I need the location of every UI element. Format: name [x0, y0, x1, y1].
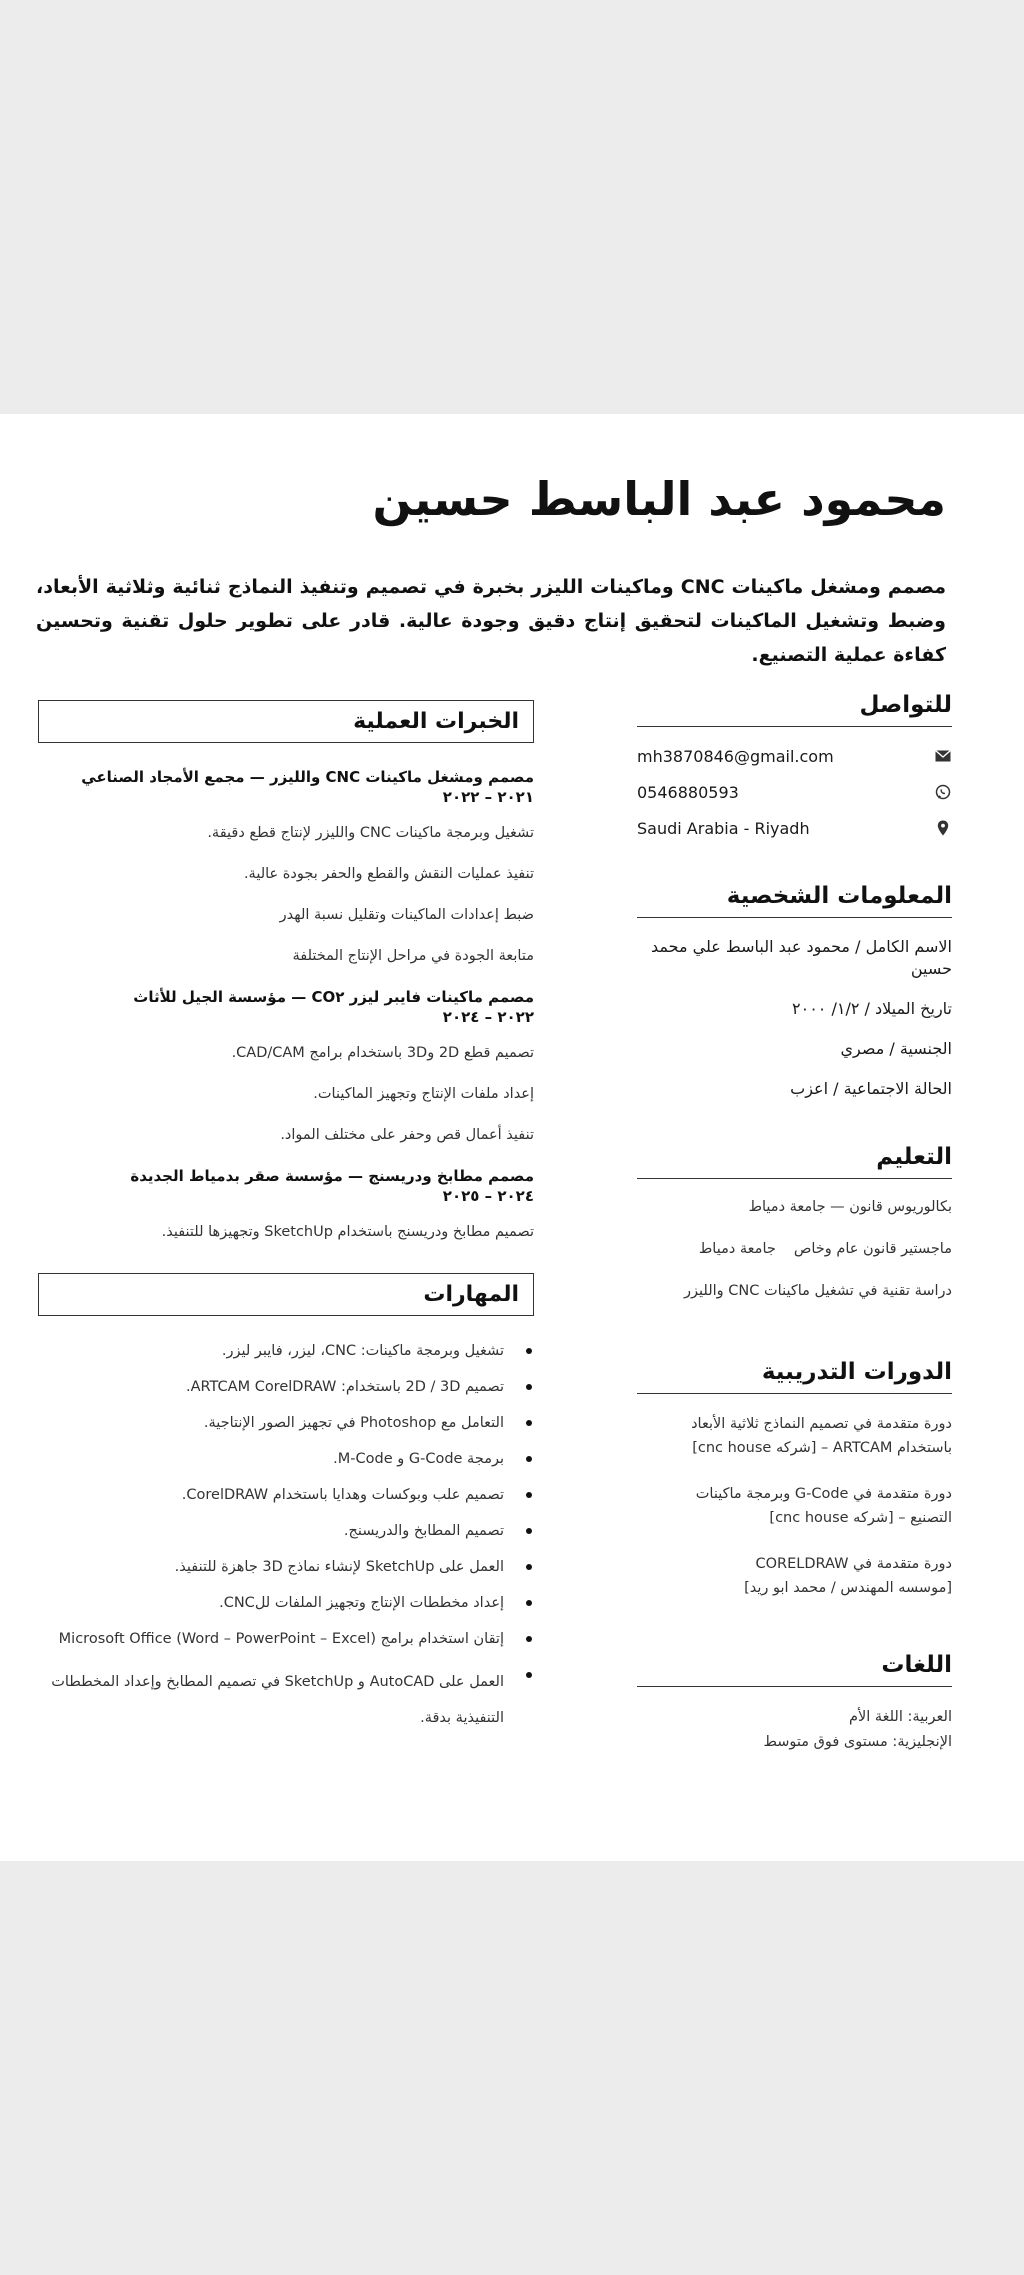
course-line: دورة متقدمة في CORELDRAW: [755, 1556, 952, 1572]
sidebar: [637, 692, 952, 1755]
job-duty: متابعة الجودة في مراحل الإنتاج المختلفة: [292, 948, 534, 964]
job-title: مصمم ماكينات فايبر ليزر CO٢ — مؤسسة الجيل للأثاث: [133, 988, 534, 1006]
personal-section: [637, 883, 952, 1100]
profile-summary: مصمم ومشغل ماكينات CNC وماكينات الليزر بخبرة في تصميم وتنفيذ النماذج ثنائية وثلاثية الأبعاد، وضبط وتشغيل الماكينات لتحقيق إنتاج دقيق وجودة عالية. قادر على تطوير حلول تقنية وتحسين كفاءة عملية التصنيع.: [36, 576, 946, 666]
skill-item: تصميم المطابخ والدريسنج.: [38, 1520, 504, 1542]
education-section: [637, 1144, 952, 1301]
language-english: الإنجليزية: مستوى فوق متوسط: [763, 1734, 952, 1750]
contact-email[interactable]: [637, 745, 952, 767]
skills-section: [38, 1273, 534, 1736]
course-line: باستخدام ARTCAM – [شركه cnc house]: [692, 1440, 952, 1456]
full-name-row: الاسم الكامل / محمود عبد الباسط علي محمد حسين: [651, 937, 952, 978]
job-date: ٢٠٢١ – ٢٠٢٢: [442, 788, 534, 806]
skill-item: التعامل مع Photoshop في تجهيز الصور الإنتاجية.: [38, 1412, 504, 1434]
phone-text: 0546880593: [637, 782, 739, 802]
course-line: دورة متقدمة في G-Code وبرمجة ماكينات: [695, 1486, 952, 1502]
contact-section: [637, 692, 952, 839]
contact-phone[interactable]: [637, 781, 952, 803]
location-text: Saudi Arabia - Riyadh: [637, 818, 810, 838]
location-pin-icon: [934, 819, 952, 837]
experience-section: [38, 700, 534, 1243]
course-item: [637, 1552, 952, 1600]
skill-item: العمل على SketchUp لإنشاء نماذج 3D جاهزة للتنفيذ.: [38, 1556, 504, 1578]
course-line: التصنيع – [شركه cnc house]: [769, 1510, 952, 1526]
course-line: دورة متقدمة في تصميم النماذج ثلاثية الأبعاد: [691, 1416, 952, 1432]
job-entry: [38, 1166, 534, 1243]
resume-page: [0, 414, 1024, 1861]
job-title: مصمم مطابخ ودريسنج — مؤسسة صقر بدمياط الجديدة: [130, 1167, 534, 1185]
skill-item: تشغيل وبرمجة ماكينات: CNC، ليزر، فايبر ليزر.: [38, 1340, 504, 1362]
job-duty: تنفيذ عمليات النقش والقطع والحفر بجودة عالية.: [243, 866, 534, 882]
education-university: جامعة دمياط: [698, 1241, 776, 1257]
job-entry: [38, 987, 534, 1146]
skill-item: العمل على AutoCAD و SketchUp في تصميم المطابخ وإعداد المخططات التنفيذية بدقة.: [38, 1664, 504, 1736]
birth-date-row: تاريخ الميلاد / ١/٢/ ٢٠٠٠: [792, 999, 952, 1018]
job-duty: إعداد ملفات الإنتاج وتجهيز الماكينات.: [313, 1086, 534, 1102]
contact-location: [637, 817, 952, 839]
skill-item: تصميم 2D / 3D باستخدام: ARTCAM CorelDRAW.: [38, 1376, 504, 1398]
mail-icon: [934, 747, 952, 765]
skill-item: تصميم علب وبوكسات وهدايا باستخدام CorelDRAW.: [38, 1484, 504, 1506]
marital-status-row: الحالة الاجتماعية / اعزب: [790, 1079, 952, 1098]
job-duty: تشغيل وبرمجة ماكينات CNC والليزر لإنتاج قطع دقيقة.: [207, 825, 534, 841]
job-duty: تنفيذ أعمال قص وحفر على مختلف المواد.: [280, 1127, 534, 1143]
job-duty: تصميم قطع 2D و3D باستخدام برامج CAD/CAM.: [231, 1045, 534, 1061]
education-line: [637, 1239, 952, 1259]
candidate-name: محمود عبد الباسط حسين: [372, 472, 946, 526]
course-line: [موسسه المهندس / محمد ابو ريد]: [744, 1580, 952, 1596]
languages-section: [637, 1652, 952, 1755]
personal-title: المعلومات الشخصية: [637, 883, 952, 918]
skill-item: إعداد مخططات الإنتاج وتجهيز الملفات للCNC.: [38, 1592, 504, 1614]
main-column: [38, 700, 534, 1750]
skill-item: إتقان استخدام برامج (Microsoft Office (Word – PowerPoint – Excel: [38, 1628, 504, 1650]
job-entry: [38, 767, 534, 967]
course-item: [637, 1412, 952, 1460]
skills-title: المهارات: [38, 1273, 534, 1316]
experience-title: الخبرات العملية: [38, 700, 534, 743]
language-arabic: العربية: اللغة الأم: [848, 1709, 952, 1725]
job-date: ٢٠٢٤ – ٢٠٢٥: [442, 1187, 534, 1205]
job-title: مصمم ومشغل ماكينات CNC والليزر — مجمع الأمجاد الصناعي: [81, 768, 534, 786]
skill-item: برمجة G-Code و M-Code.: [38, 1448, 504, 1470]
education-title: التعليم: [637, 1144, 952, 1179]
skills-list: [38, 1340, 534, 1736]
education-line: بكالوريوس قانون — جامعة دمياط: [748, 1199, 952, 1215]
education-degree: ماجستير قانون عام وخاص: [793, 1241, 952, 1257]
courses-section: [637, 1359, 952, 1600]
job-date: ٢٠٢٢ – ٢٠٢٤: [442, 1008, 534, 1026]
nationality-row: الجنسية / مصري: [840, 1039, 952, 1058]
whatsapp-icon: [934, 783, 952, 801]
education-line: دراسة تقنية في تشغيل ماكينات CNC والليزر: [684, 1283, 952, 1299]
job-duty: ضبط إعدادات الماكينات وتقليل نسبة الهدر: [279, 907, 534, 923]
courses-title: الدورات التدريبية: [637, 1359, 952, 1394]
languages-title: اللغات: [637, 1652, 952, 1687]
contact-title: للتواصل: [637, 692, 952, 727]
email-text: mh3870846@gmail.com: [637, 746, 834, 766]
job-duty: تصميم مطابخ ودريسنج باستخدام SketchUp وتجهيزها للتنفيذ.: [161, 1224, 534, 1240]
course-item: [637, 1482, 952, 1530]
